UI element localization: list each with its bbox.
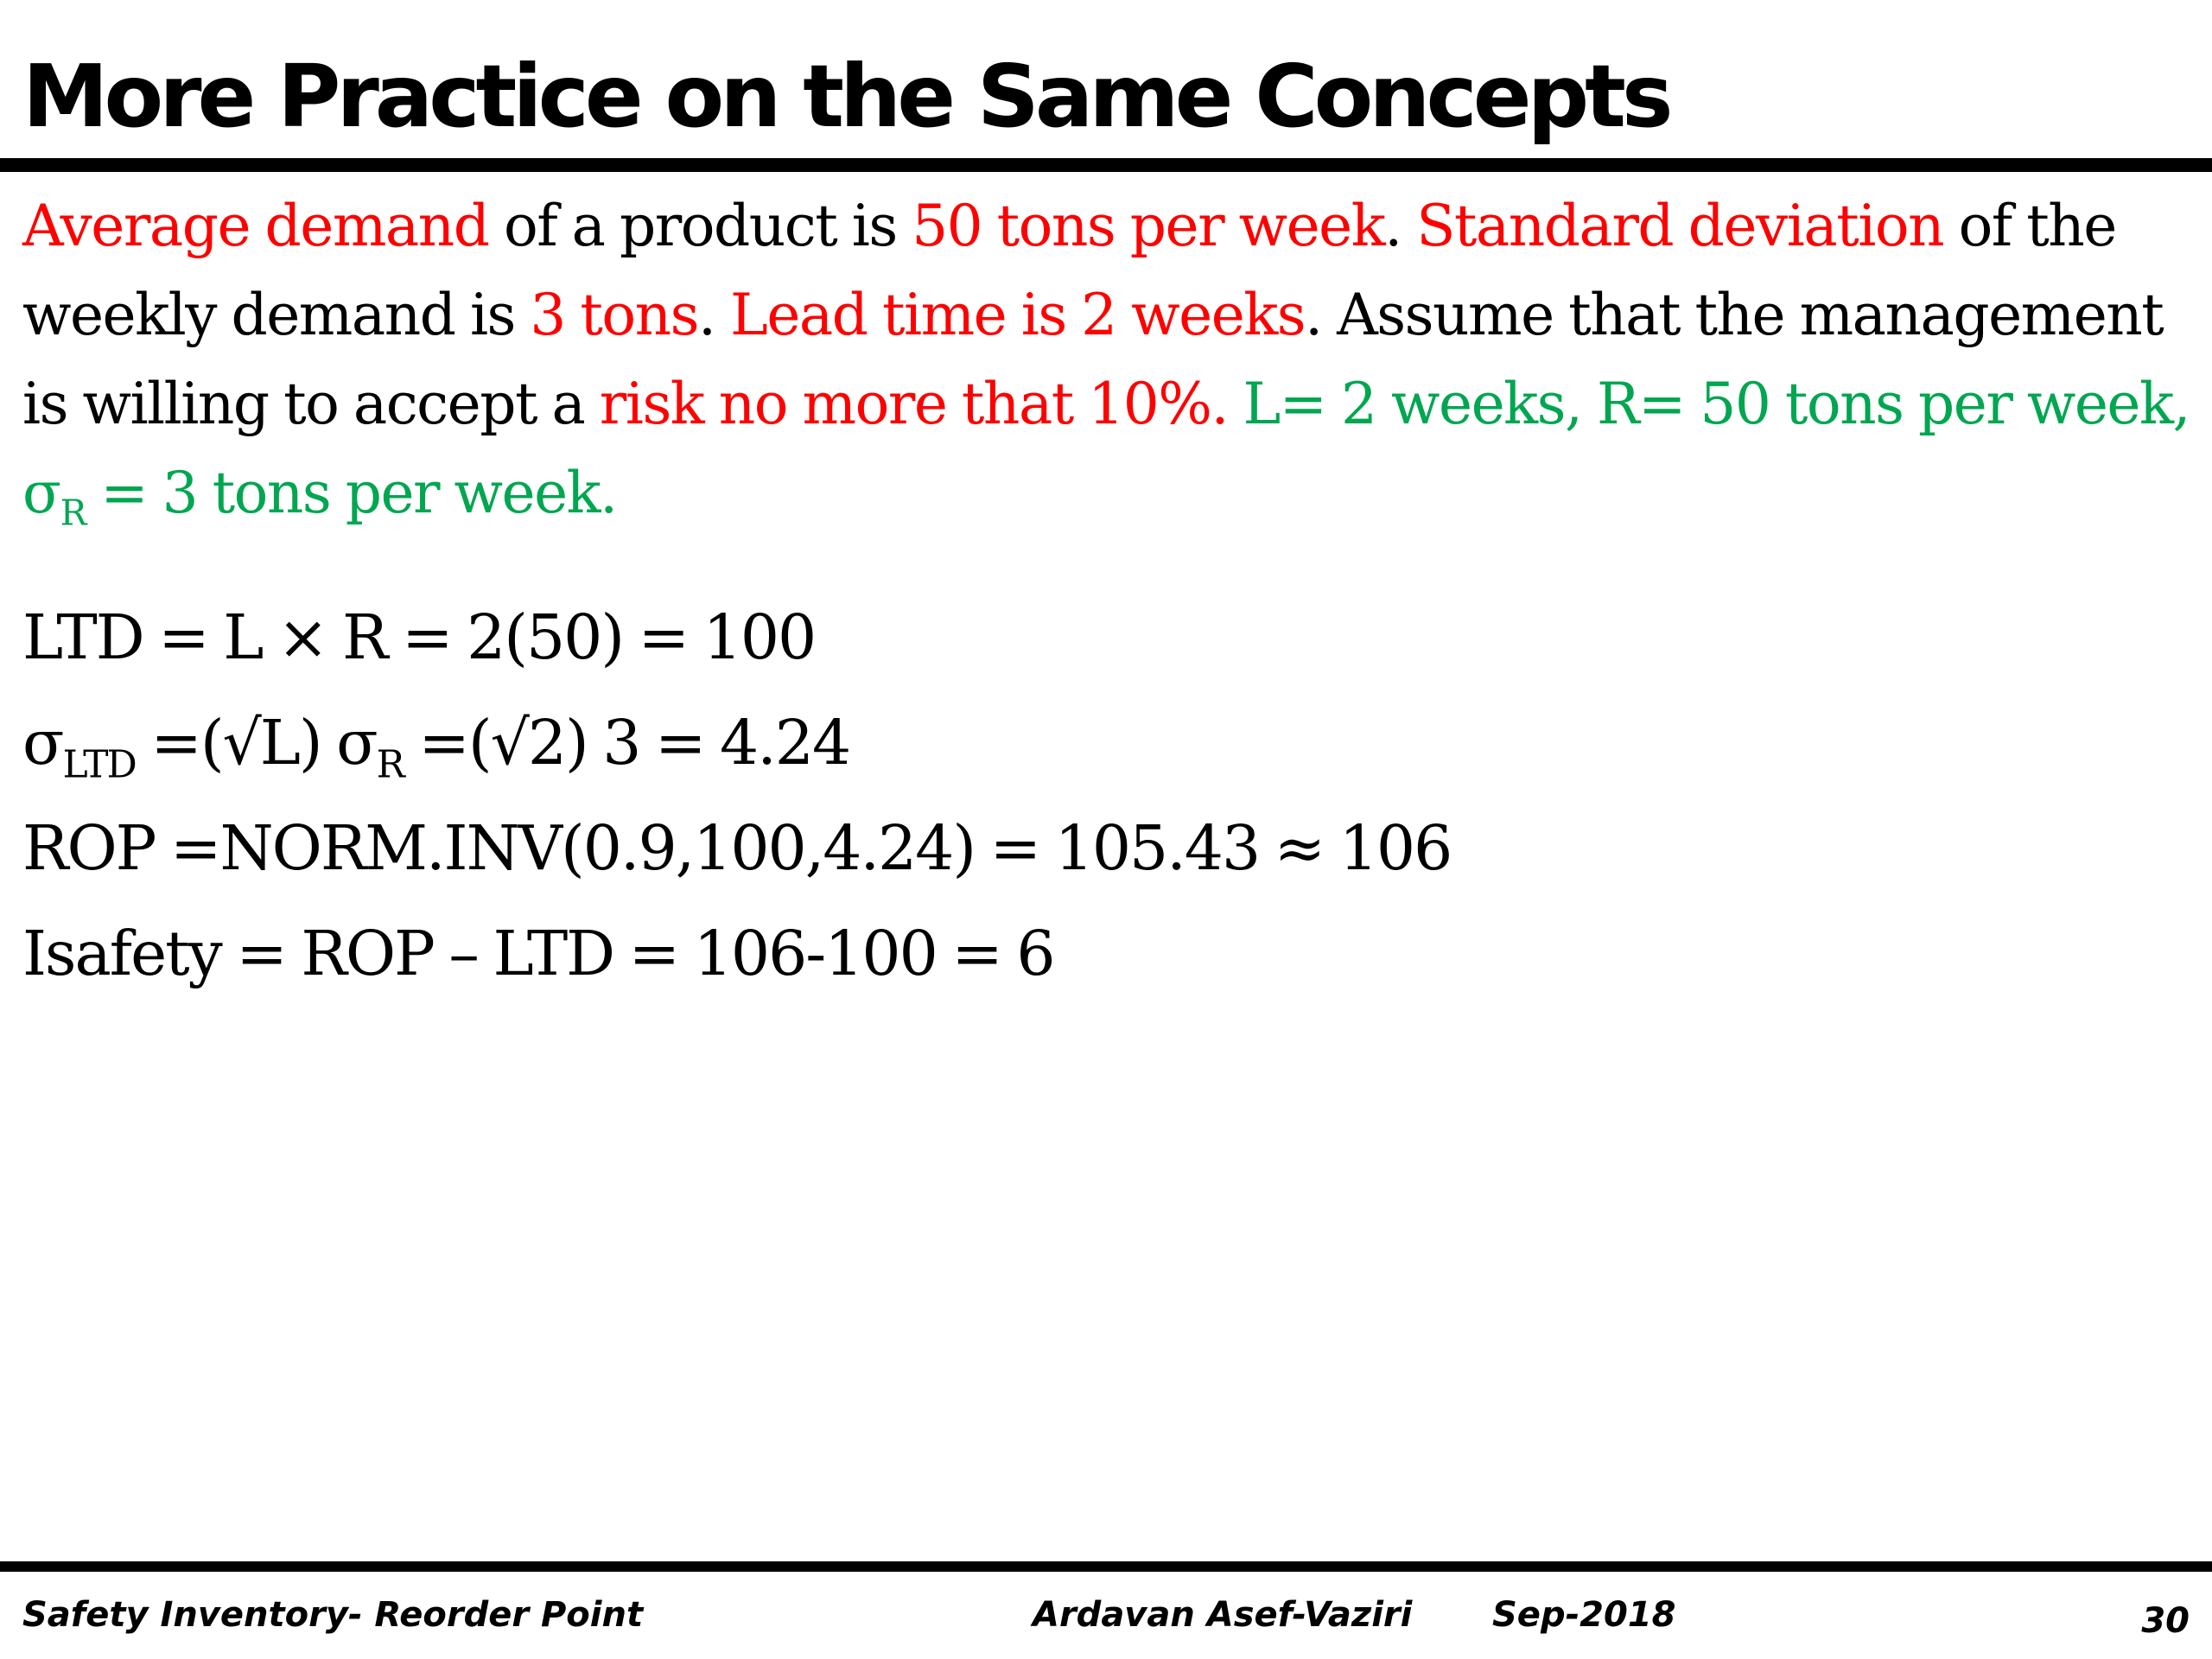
slide-title: More Practice on the Same Concepts <box>22 46 1669 147</box>
problem-average-demand: Average demand <box>22 193 489 259</box>
problem-text: of the weekly demand is <box>22 193 2116 348</box>
problem-statement <box>22 181 2191 537</box>
calc-sigma-ltd <box>22 704 850 787</box>
calc-rop: ROP =NORM.INV(0.9,100,4.24) = 105.43 ≈ 106 <box>22 812 1452 884</box>
calc-isafety: Isafety = ROP – LTD = 106-100 = 6 <box>22 918 1054 989</box>
sigma-r-subscript: R <box>60 492 86 534</box>
problem-lead-time: Lead time is 2 weeks <box>730 282 1306 348</box>
footer-author: Ardavan Asef-Vaziri <box>1033 1595 1413 1635</box>
footer-date: Sep-2018 <box>1492 1595 1676 1635</box>
sigma-symbol: σ <box>22 707 63 779</box>
problem-text: of a product is <box>488 193 912 259</box>
sigma-r-subscript: R <box>376 742 404 787</box>
problem-standard-deviation: Standard deviation <box>1416 193 1944 259</box>
problem-risk: risk no more that 10%. <box>599 371 1228 437</box>
title-divider <box>0 158 2212 172</box>
problem-text: . <box>1384 193 1417 259</box>
page-number: 30 <box>2141 1601 2190 1641</box>
problem-text: . Assume that the management is willing to accept a <box>22 282 2164 437</box>
sigma-ltd-formula: =(√L) σ <box>135 707 377 779</box>
given-values-text: L= 2 weeks, R= 50 tons per week, σ <box>22 371 2190 526</box>
sigma-ltd-subscript: LTD <box>62 742 136 787</box>
footer-topic: Safety Inventory- Reorder Point <box>22 1595 644 1635</box>
problem-text: . <box>698 282 730 348</box>
calc-ltd: LTD = L × R = 2(50) = 100 <box>22 601 816 673</box>
problem-deviation-value: 3 tons <box>530 282 699 348</box>
sigma-ltd-result: =(√2) 3 = 4.24 <box>403 707 850 779</box>
problem-demand-value: 50 tons per week <box>912 193 1385 259</box>
given-values-text-end: = 3 tons per week. <box>85 460 617 526</box>
footer-divider <box>0 1561 2212 1572</box>
